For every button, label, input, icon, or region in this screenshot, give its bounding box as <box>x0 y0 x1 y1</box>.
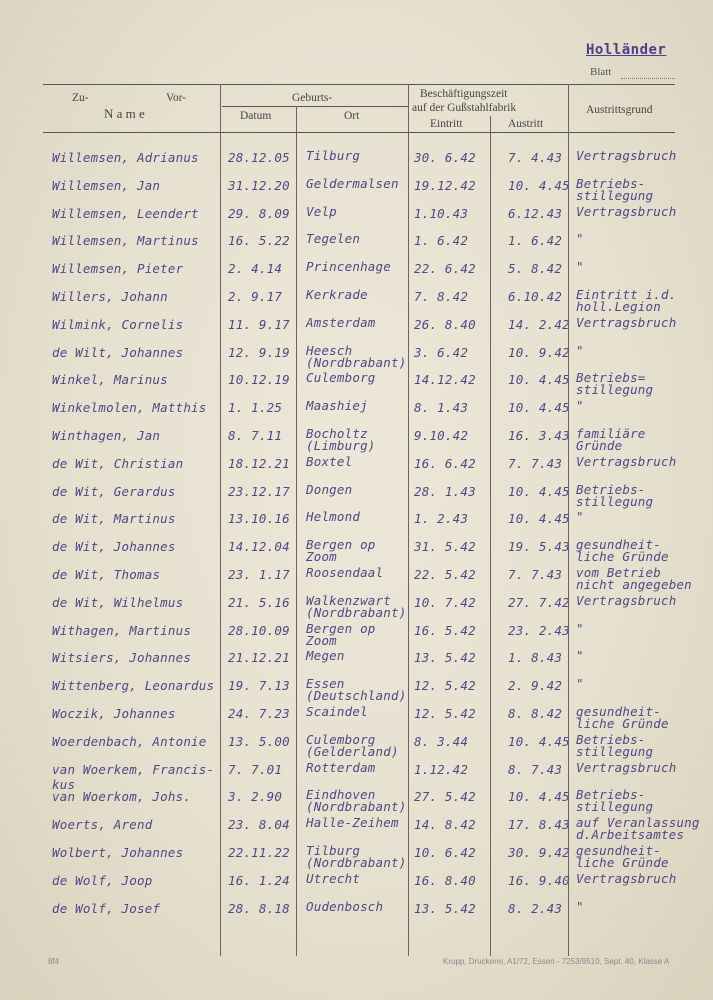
table-row <box>0 539 713 565</box>
cell-reason: Vertragsbruch <box>576 592 677 608</box>
cell-place: Princenhage <box>306 259 391 275</box>
table-top-rule <box>43 84 675 85</box>
cell-reason: familiäre Gründe <box>576 426 646 453</box>
header-eintritt: Eintritt <box>430 118 463 130</box>
cell-exit: 19. 5.43 <box>508 539 570 555</box>
cell-exit: 10. 4.45 <box>508 789 570 805</box>
cell-place: Tilburg <box>306 148 361 163</box>
cell-reason: Vertragsbruch <box>576 148 677 163</box>
cell-place: Maashiej <box>306 398 368 414</box>
cell-place: Helmond <box>306 509 361 525</box>
table-row <box>0 203 713 232</box>
header-austrittsgrund: Austrittsgrund <box>586 104 653 116</box>
table-row <box>0 592 713 621</box>
cell-date: 2. 9.17 <box>228 289 283 304</box>
cell-reason: " <box>576 398 584 414</box>
cell-exit: 16. 3.43 <box>508 428 570 443</box>
cell-place: Roosendaal <box>306 565 384 580</box>
cell-name: Witsiers, Johannes <box>52 650 192 666</box>
cell-date: 2. 4.14 <box>228 261 283 277</box>
cell-date: 14.12.04 <box>228 539 290 555</box>
cell-exit: 10. 4.45 <box>508 511 570 527</box>
cell-entry: 16. 6.42 <box>414 455 476 471</box>
cell-entry: 7. 8.42 <box>414 289 469 304</box>
cell-date: 23.12.17 <box>228 483 290 499</box>
header-gussstahlfabrik: auf der Gußstahlfabrik <box>412 102 517 114</box>
table-row <box>0 481 713 510</box>
table-row <box>0 898 713 927</box>
cell-date: 10.12.19 <box>228 372 290 388</box>
cell-reason: Betriebs- stillegung <box>576 175 654 203</box>
cell-place: Utrecht <box>306 870 361 886</box>
cell-reason: " <box>576 231 584 247</box>
cell-exit: 23. 2.43 <box>508 622 570 638</box>
cell-exit: 10. 4.45 <box>508 733 570 749</box>
cell-entry: 8. 3.44 <box>414 733 469 749</box>
cell-name: van Woerkem, Francis- kus <box>52 761 215 792</box>
cell-entry: 13. 5.42 <box>414 900 476 916</box>
cell-entry: 16. 8.40 <box>414 872 476 888</box>
printer-imprint: Krupp, Druckerei, A1/72, Essen - 7253/9510, Sept. 40, Klasse A <box>443 957 670 966</box>
cell-exit: 7. 7.43 <box>508 567 563 582</box>
cell-entry: 12. 5.42 <box>414 678 476 694</box>
cell-place: Culemborg <box>306 370 376 386</box>
table-row <box>0 150 713 176</box>
cell-reason: gesundheit- liche Gründe <box>576 537 669 565</box>
cell-place: Kerkrade <box>306 287 368 302</box>
cell-entry: 14.12.42 <box>414 372 476 388</box>
cell-reason: Vertragsbruch <box>576 870 677 886</box>
table-row <box>0 289 713 315</box>
cell-place: Dongen <box>306 481 353 497</box>
cell-exit: 10. 4.45 <box>508 177 570 193</box>
cell-name: Woerdenbach, Antonie <box>52 733 207 749</box>
cell-place: Culemborg (Gelderland) <box>306 731 399 759</box>
cell-name: Willemsen, Adrianus <box>52 150 199 165</box>
cell-name: van Woerkom, Johs. <box>52 789 192 805</box>
cell-reason: " <box>576 509 584 525</box>
cell-name: Willemsen, Martinus <box>52 233 199 249</box>
table-row <box>0 870 713 899</box>
blatt-line <box>621 78 675 79</box>
cell-place: Eindhoven (Nordbrabant) <box>306 787 407 815</box>
nationality-heading: Holländer <box>586 42 667 58</box>
cell-reason: Vertragsbruch <box>576 203 677 219</box>
cell-entry: 22. 6.42 <box>414 261 476 277</box>
cell-name: de Wit, Johannes <box>52 539 176 555</box>
table-header-rule <box>43 132 675 133</box>
cell-exit: 8. 8.42 <box>508 706 563 721</box>
cell-name: Withagen, Martinus <box>52 622 192 638</box>
cell-exit: 2. 9.42 <box>508 678 563 694</box>
cell-reason: Betriebs= stillegung <box>576 370 654 398</box>
cell-date: 24. 7.23 <box>228 706 290 721</box>
cell-date: 21. 5.16 <box>228 594 290 610</box>
cell-place: Bergen op Zoom <box>306 620 376 648</box>
cell-entry: 13. 5.42 <box>414 650 476 666</box>
cell-exit: 10. 4.45 <box>508 400 570 416</box>
cell-place: Rotterdam <box>306 759 376 775</box>
table-row <box>0 817 713 843</box>
cell-date: 18.12.21 <box>228 455 290 471</box>
cell-place: Megen <box>306 648 345 664</box>
cell-entry: 27. 5.42 <box>414 789 476 805</box>
table-row <box>0 400 713 426</box>
cell-exit: 7. 7.43 <box>508 455 563 471</box>
footer-left-mark: 8f4 <box>48 957 60 966</box>
header-zu: Zu- <box>72 92 89 104</box>
blatt-label: Blatt <box>590 66 612 78</box>
cell-entry: 9.10.42 <box>414 428 469 443</box>
cell-reason: " <box>576 259 584 275</box>
header-geburts: Geburts- <box>292 92 333 104</box>
cell-entry: 8. 1.43 <box>414 400 469 416</box>
cell-name: Winkel, Marinus <box>52 372 168 388</box>
cell-place: Amsterdam <box>306 314 376 330</box>
cell-date: 13. 5.00 <box>228 733 290 749</box>
cell-name: Willemsen, Leendert <box>52 205 199 221</box>
cell-date: 13.10.16 <box>228 511 290 527</box>
table-row <box>0 314 713 343</box>
cell-exit: 17. 8.43 <box>508 817 570 833</box>
cell-entry: 16. 5.42 <box>414 622 476 638</box>
cell-reason: Betriebs- stillegung <box>576 731 654 759</box>
cell-exit: 8. 2.43 <box>508 900 563 916</box>
cell-date: 19. 7.13 <box>228 678 290 694</box>
cell-date: 23. 1.17 <box>228 567 290 582</box>
cell-date: 16. 1.24 <box>228 872 290 888</box>
cell-name: de Wolf, Josef <box>52 900 161 916</box>
header-beschaeftigung: Beschäftigungszeit <box>420 88 508 100</box>
table-row <box>0 453 713 482</box>
cell-date: 28. 8.18 <box>228 900 290 916</box>
cell-exit: 6.10.42 <box>508 289 563 304</box>
cell-reason: Betriebs- stillegung <box>576 481 654 509</box>
table-row <box>0 567 713 593</box>
table-row <box>0 233 713 259</box>
cell-place: Heesch (Nordbrabant) <box>306 342 407 370</box>
cell-date: 29. 8.09 <box>228 205 290 221</box>
cell-name: de Wolf, Joop <box>52 872 153 888</box>
cell-date: 7. 7.01 <box>228 761 283 777</box>
dates-subheader-rule <box>222 106 408 107</box>
cell-reason: " <box>576 620 584 636</box>
table-row <box>0 789 713 815</box>
cell-reason: auf Veranlassung d.Arbeitsamtes <box>576 815 700 843</box>
cell-reason: Betriebs- stillegung <box>576 787 654 815</box>
cell-reason: Eintritt i.d. holl.Legion <box>576 287 677 314</box>
table-row <box>0 706 713 732</box>
header-name: N a m e <box>104 106 145 121</box>
table-row <box>0 678 713 704</box>
cell-name: Willers, Johann <box>52 289 168 304</box>
cell-entry: 28. 1.43 <box>414 483 476 499</box>
cell-date: 23. 8.04 <box>228 817 290 833</box>
cell-exit: 8. 7.43 <box>508 761 563 777</box>
cell-entry: 26. 8.40 <box>414 316 476 332</box>
cell-date: 31.12.20 <box>228 177 290 193</box>
cell-date: 3. 2.90 <box>228 789 283 805</box>
cell-place: Tilburg (Nordbrabant) <box>306 843 407 870</box>
cell-name: de Wit, Gerardus <box>52 483 176 499</box>
table-row <box>0 261 713 287</box>
cell-reason: Vertragsbruch <box>576 453 677 469</box>
cell-name: Wolbert, Johannes <box>52 845 184 860</box>
cell-entry: 1.12.42 <box>414 761 469 777</box>
cell-entry: 10. 7.42 <box>414 594 476 610</box>
cell-entry: 31. 5.42 <box>414 539 476 555</box>
cell-place: Scaindel <box>306 704 368 719</box>
cell-reason: vom Betrieb nicht angegeben <box>576 565 692 592</box>
cell-date: 28.12.05 <box>228 150 290 165</box>
cell-exit: 5. 8.42 <box>508 261 563 277</box>
cell-date: 22.11.22 <box>228 845 290 860</box>
cell-entry: 22. 5.42 <box>414 567 476 582</box>
cell-exit: 7. 4.43 <box>508 150 563 165</box>
table-row <box>0 845 713 871</box>
cell-exit: 30. 9.42 <box>508 845 570 860</box>
header-ort: Ort <box>344 110 360 122</box>
cell-entry: 1. 2.43 <box>414 511 469 527</box>
cell-entry: 3. 6.42 <box>414 344 469 360</box>
table-row <box>0 372 713 398</box>
cell-name: Wilmink, Cornelis <box>52 316 184 332</box>
cell-entry: 30. 6.42 <box>414 150 476 165</box>
cell-name: Wittenberg, Leonardus <box>52 678 215 694</box>
table-row <box>0 511 713 537</box>
cell-reason: Vertragsbruch <box>576 314 677 330</box>
cell-reason: " <box>576 676 584 692</box>
cell-name: Woczik, Johannes <box>52 706 176 721</box>
cell-name: de Wit, Wilhelmus <box>52 594 184 610</box>
cell-date: 8. 7.11 <box>228 428 283 443</box>
cell-name: de Wit, Thomas <box>52 567 161 582</box>
table-row <box>0 650 713 676</box>
cell-reason: " <box>576 648 584 664</box>
cell-exit: 1. 6.42 <box>508 233 563 249</box>
cell-date: 1. 1.25 <box>228 400 283 416</box>
cell-name: de Wilt, Johannes <box>52 344 184 360</box>
table-row <box>0 428 713 454</box>
cell-entry: 14. 8.42 <box>414 817 476 833</box>
table-row <box>0 175 713 204</box>
cell-place: Geldermalsen <box>306 175 399 191</box>
cell-reason: " <box>576 342 584 358</box>
cell-date: 21.12.21 <box>228 650 290 666</box>
cell-name: de Wit, Christian <box>52 455 184 471</box>
cell-place: Bergen op Zoom <box>306 537 376 565</box>
cell-place: Boxtel <box>306 453 353 469</box>
cell-date: 28.10.09 <box>228 622 290 638</box>
cell-place: Tegelen <box>306 231 361 247</box>
cell-name: Winkelmolen, Matthis <box>52 400 207 416</box>
cell-date: 16. 5.22 <box>228 233 290 249</box>
cell-date: 11. 9.17 <box>228 316 290 332</box>
cell-place: Halle-Zeihem <box>306 815 399 831</box>
cell-place: Velp <box>306 203 337 219</box>
cell-date: 12. 9.19 <box>228 344 290 360</box>
cell-entry: 1.10.43 <box>414 205 469 221</box>
cell-place: Essen (Deutschland) <box>306 676 407 704</box>
cell-reason: gesundheit- liche Gründe <box>576 704 669 731</box>
cell-exit: 14. 2.42 <box>508 316 570 332</box>
cell-reason: gesundheit- liche Gründe <box>576 843 669 870</box>
cell-exit: 10. 4.45 <box>508 372 570 388</box>
cell-name: Willemsen, Jan <box>52 177 161 193</box>
cell-name: Winthagen, Jan <box>52 428 161 443</box>
header-datum: Datum <box>240 110 272 122</box>
cell-entry: 12. 5.42 <box>414 706 476 721</box>
cell-entry: 1. 6.42 <box>414 233 469 249</box>
cell-exit: 16. 9.40 <box>508 872 570 888</box>
cell-place: Bocholtz (Limburg) <box>306 426 376 453</box>
cell-name: Willemsen, Pieter <box>52 261 184 277</box>
table-row <box>0 759 713 792</box>
cell-exit: 6.12.43 <box>508 205 563 221</box>
table-row <box>0 620 713 649</box>
cell-name: Woerts, Arend <box>52 817 153 833</box>
cell-exit: 27. 7.42 <box>508 594 570 610</box>
cell-place: Walkenzwart (Nordbrabant) <box>306 592 407 620</box>
cell-entry: 10. 6.42 <box>414 845 476 860</box>
cell-reason: " <box>576 898 584 914</box>
cell-exit: 10. 9.42 <box>508 344 570 360</box>
table-row <box>0 342 713 371</box>
header-vor: Vor- <box>166 92 187 104</box>
header-austritt: Austritt <box>508 118 544 130</box>
cell-name: de Wit, Martinus <box>52 511 176 527</box>
table-row <box>0 731 713 760</box>
cell-place: Oudenbosch <box>306 898 384 914</box>
cell-entry: 19.12.42 <box>414 177 476 193</box>
cell-exit: 1. 8.43 <box>508 650 563 666</box>
cell-exit: 10. 4.45 <box>508 483 570 499</box>
cell-reason: Vertragsbruch <box>576 759 677 775</box>
